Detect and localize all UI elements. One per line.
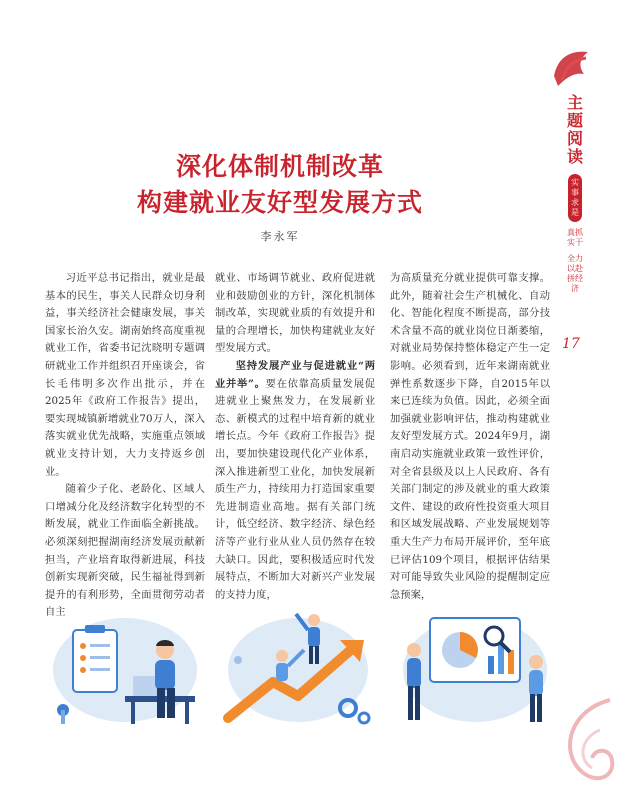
author-name: 李永军 [260, 230, 300, 243]
growth-arrow-illustration-icon [218, 600, 378, 730]
decorative-swirl-icon [540, 690, 620, 800]
page-title-line-2: 构建就业友好型发展方式 [136, 188, 423, 217]
worker-desk-illustration-icon [45, 600, 205, 730]
paragraph: 习近平总书记指出，就业是最基本的民生，事关人民群众切身利益，事关经济社会健康发展，事关国家长治久安。湖南始终高度重视就业工作，省委书记沈晓明专题调研就业工作并组织召开座谈会，省长毛伟明多次作出批示，并在2025年《政府工作报告》提出，要实现城镇新增就业70万人，深入落实就业优先战略，实施重点领域就业支持计划，大力支持返乡创业。 [45, 272, 205, 478]
section-sidebar [566, 94, 590, 294]
text-column-1 [45, 270, 205, 622]
paragraph-text: 要在依靠高质量发展促进就业上聚焦发力，在发展新业态、新模式的过程中培育新的就业增长点。今年《政府工作报告》提出，要加快建设现代化产业体系，深入推进新型工业化，加快发展新质生产力，持续用力打造国家重要先进制造业高地。据有关部门统计，低空经济、数字经济、绿色经济等产业行业从业人员仍然存在较大缺口。因此，要积极适应时代发展特点，不断加大对新兴产业发展的支持力度， [215, 377, 375, 601]
text-column-3 [390, 270, 550, 604]
text-column-2 [215, 270, 375, 604]
sidebar-sub-2: 全力以赴拼经济 [567, 254, 583, 293]
paragraph: 为高质量充分就业提供可靠支撑。此外，随着社会生产机械化、自动化、智能化程度不断提高，部分技术含量不高的就业岗位日渐萎缩，对就业局势保持整体稳定产生一定影响。必须看到，近年来湖南就业弹性系数逐步下降，自2015年以来已连续为负值。因此，必须全面加强就业影响评估，推动构建就业友好型发展方式。2024年9月，湖南启动实施就业政策一致性评价，对全省县级及以上人民政府、各有关部门制定的涉及就业的重大政策文件、建设的政府性投资重大项目和区域发展战略、产业发展规划等重大生产力布局开展评价，至年底已评估109个项目，根据评估结果对可能导致失业风险的提醒制定应急预案， [390, 272, 550, 601]
page-number: 17 [562, 336, 580, 352]
subheading: 坚持发展产业与促进就业“两业并举”。 [215, 359, 375, 390]
red-brush-logo-icon [548, 46, 594, 92]
paragraph: 就业、市场调节就业、政府促进就业和鼓励创业的方针，深化机制体制改革，实现就业质的有效提升和量的合理增长，加快构建就业友好型发展方式。 [215, 272, 375, 355]
sidebar-sub-1: 真抓实干 [567, 228, 583, 247]
paragraph [215, 358, 375, 604]
sidebar-pill: 实事求是 [568, 174, 582, 222]
page-title-line-1: 深化体制机制改革 [175, 152, 384, 181]
data-analysis-illustration-icon [390, 600, 560, 730]
paragraph: 随着少子化、老龄化、区域人口增减分化及经济数字化转型的不断发展，就业工作面临全新挑战。必须深刻把握湖南经济发展贡献新担当，产业培育取得新进展，科技创新实现新突破，民生福祉得到新提升的有利形势，全面贯彻劳动者自主 [45, 483, 205, 619]
sidebar-title: 主题阅读 [566, 93, 583, 166]
